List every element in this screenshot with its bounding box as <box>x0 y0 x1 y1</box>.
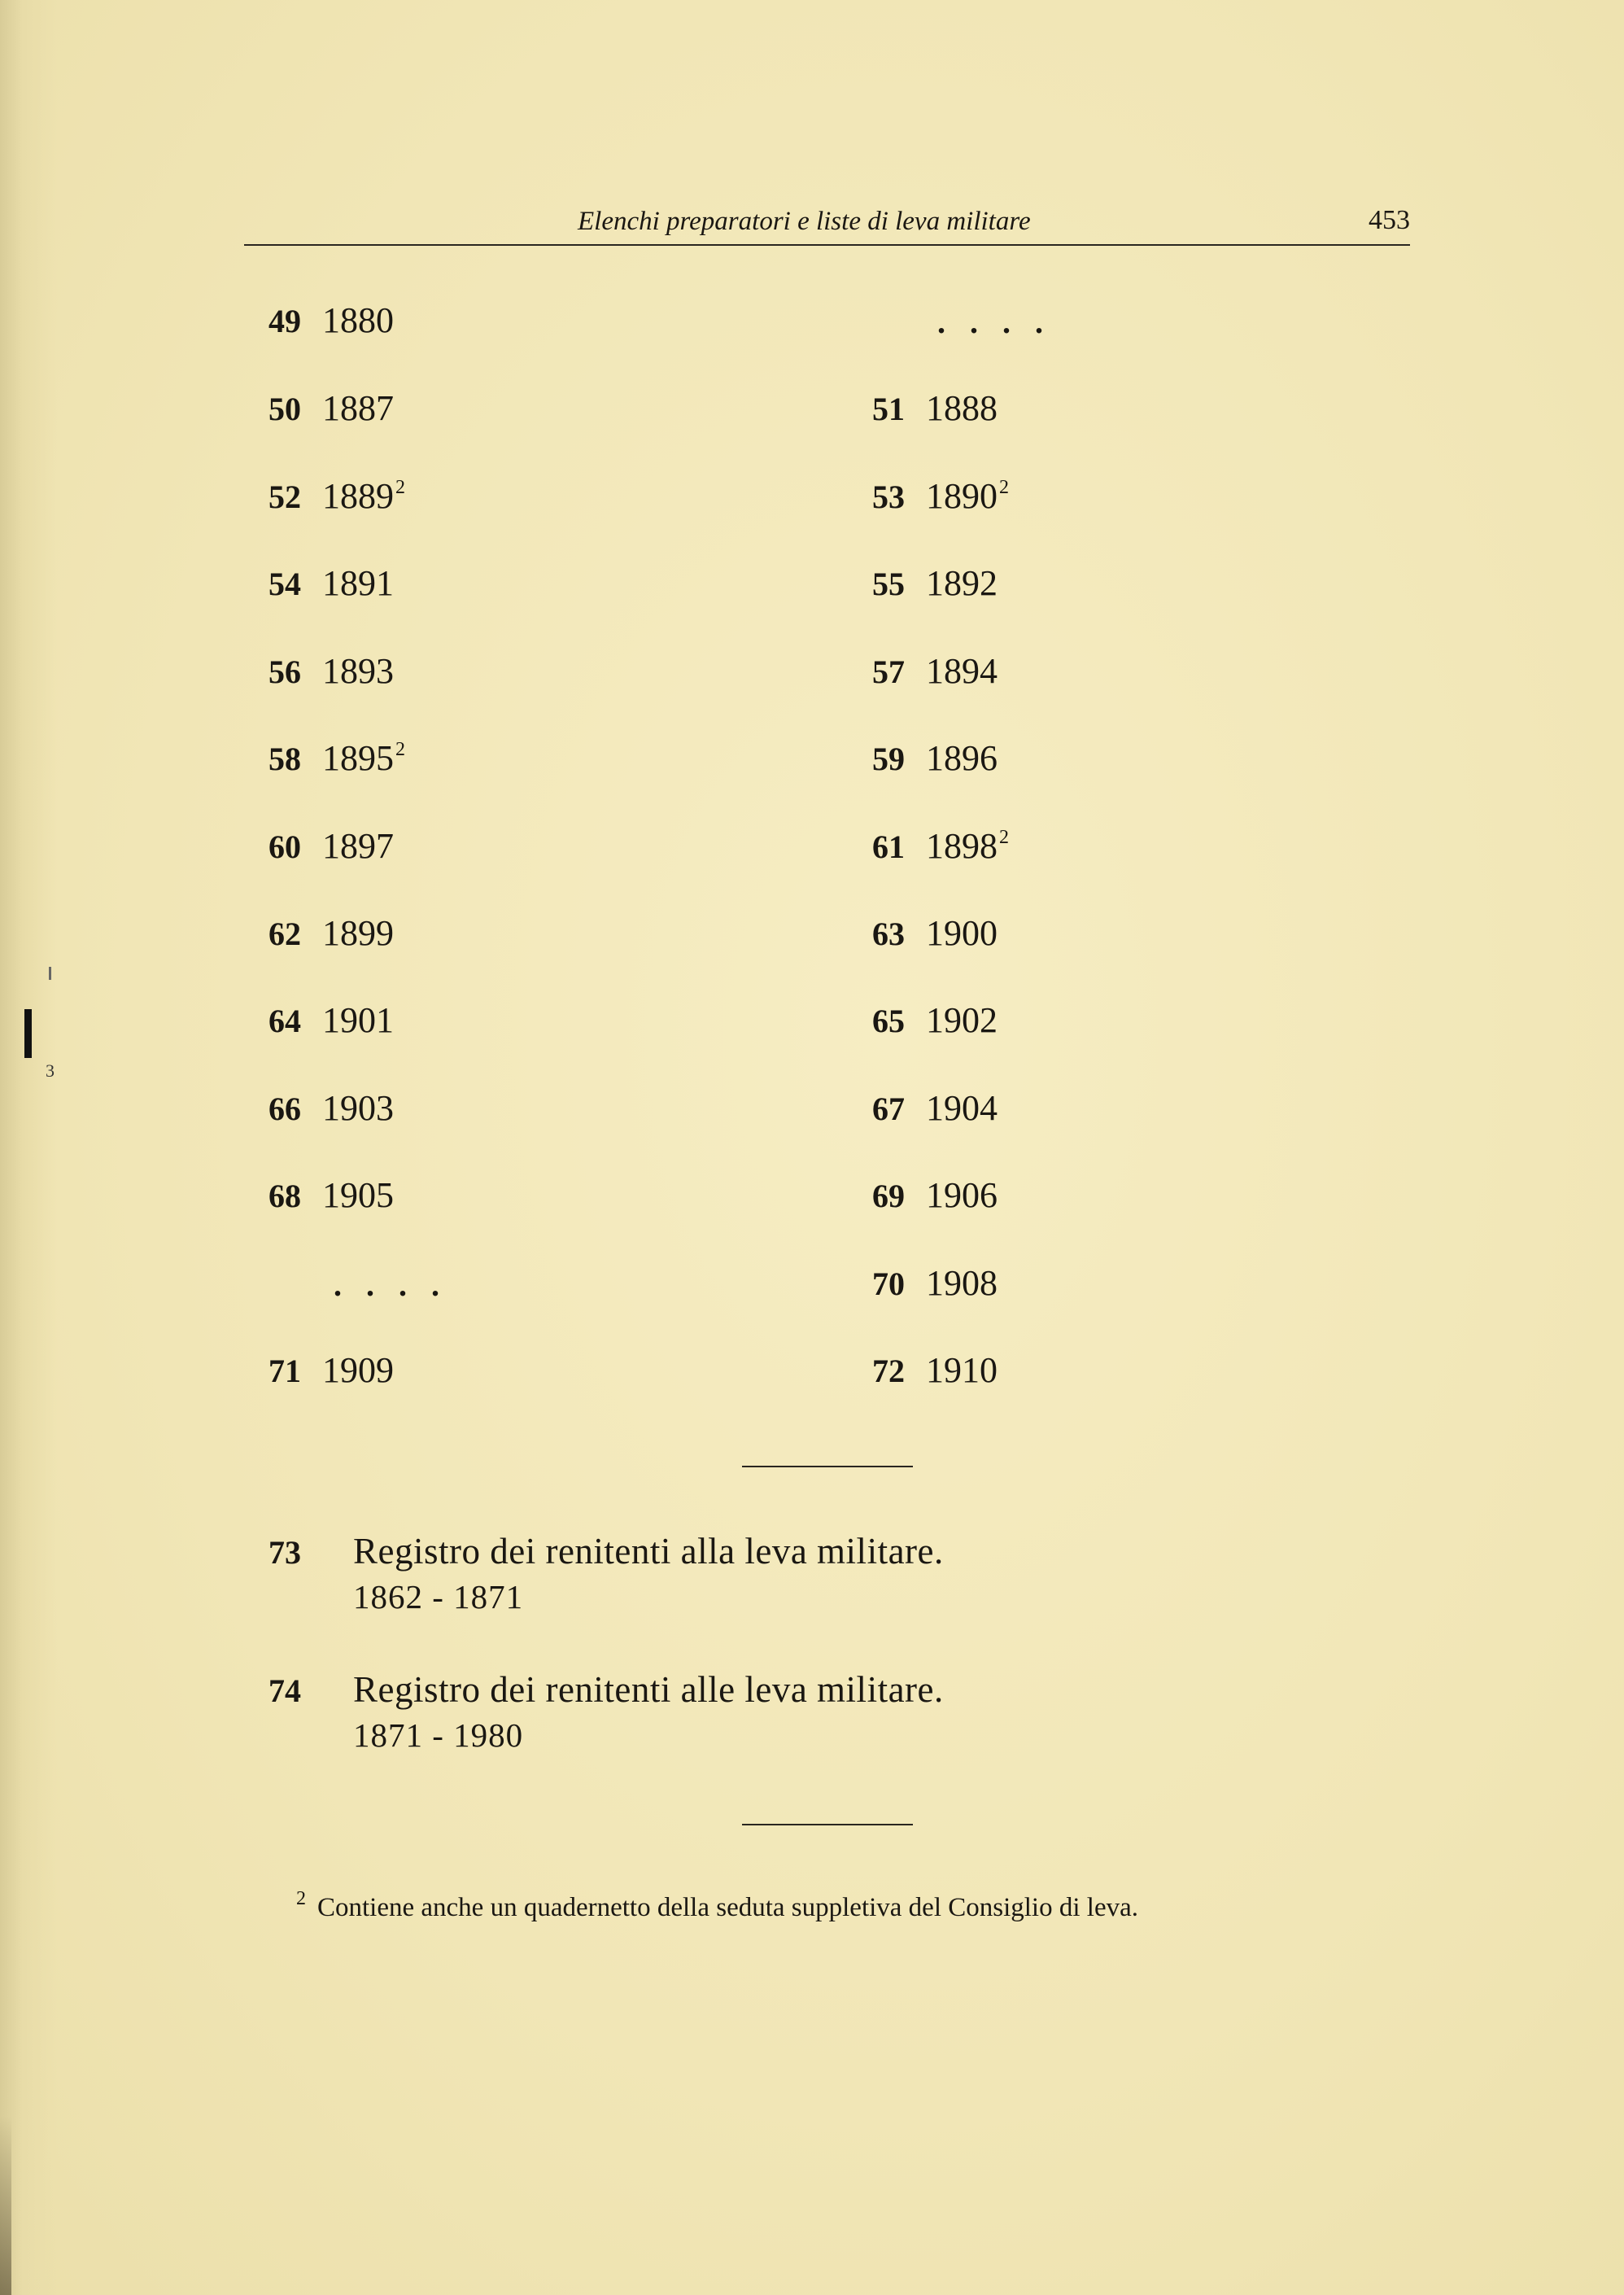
binding-edge-number: 3 <box>46 1060 55 1081</box>
binding-gutter <box>0 0 57 2295</box>
register-number: 73 <box>268 1534 301 1571</box>
item-year: 1902 <box>926 1000 998 1040</box>
list-item <box>836 1174 998 1223</box>
list-item <box>233 650 394 699</box>
footnote-ref: 2 <box>395 477 405 498</box>
list-item <box>233 825 394 874</box>
item-year: 1887 <box>322 388 394 428</box>
item-year: 1895 <box>322 738 394 778</box>
header-rule <box>244 244 1410 246</box>
gap-marker: . . . . <box>937 304 1051 340</box>
list-item <box>836 1262 998 1311</box>
list-item <box>233 1349 394 1398</box>
list-item <box>233 1174 394 1223</box>
item-number: 72 <box>872 1353 905 1389</box>
binding-bar-mark <box>24 1009 32 1058</box>
item-number: 54 <box>268 566 301 602</box>
item-number: 55 <box>872 566 905 602</box>
footnote <box>296 1888 1138 1923</box>
item-number: 65 <box>872 1003 905 1039</box>
item-year: 1893 <box>322 651 394 691</box>
list-item <box>836 825 1009 874</box>
footnote-divider <box>742 1824 913 1825</box>
footnote-ref: 2 <box>999 827 1009 848</box>
item-year: 1906 <box>926 1175 998 1215</box>
item-year: 1890 <box>926 476 998 516</box>
item-number: 68 <box>268 1178 301 1214</box>
list-item <box>836 999 998 1048</box>
item-number: 67 <box>872 1091 905 1127</box>
item-year: 1900 <box>926 913 998 953</box>
register-number: 74 <box>268 1672 301 1709</box>
item-year: 1905 <box>322 1175 394 1215</box>
item-number: 62 <box>268 916 301 952</box>
register-title: Registro dei renitenti alla leva militare. <box>353 1531 944 1572</box>
register-text <box>353 1528 944 1620</box>
list-item <box>836 475 1009 524</box>
list-item <box>836 737 998 786</box>
register-text <box>353 1667 944 1758</box>
list-item <box>233 737 405 786</box>
item-year: 1901 <box>322 1000 394 1040</box>
list-item <box>233 299 394 348</box>
list-item <box>233 912 394 961</box>
register-entry <box>233 1667 944 1754</box>
gap-marker: . . . . <box>334 1266 447 1303</box>
item-year: 1898 <box>926 826 998 866</box>
item-year: 1894 <box>926 651 998 691</box>
item-number: 66 <box>268 1091 301 1127</box>
item-year: 1897 <box>322 826 394 866</box>
item-number: 64 <box>268 1003 301 1039</box>
page-number: 453 <box>1369 205 1410 235</box>
binding-shadow <box>0 2116 11 2295</box>
running-title: Elenchi preparatori e liste di leva militare <box>578 207 1031 236</box>
list-item <box>836 1087 998 1136</box>
footnote-mark: 2 <box>296 1888 306 1909</box>
item-number: 49 <box>268 303 301 339</box>
item-year: 1908 <box>926 1263 998 1303</box>
register-date-range: 1871 - 1980 <box>353 1716 524 1754</box>
section-divider <box>742 1466 913 1467</box>
item-year: 1909 <box>322 1350 394 1390</box>
item-number: 58 <box>268 741 301 777</box>
item-year: 1899 <box>322 913 394 953</box>
item-year: 1889 <box>322 476 394 516</box>
item-number: 56 <box>268 654 301 690</box>
list-item <box>836 912 998 961</box>
item-number: 61 <box>872 828 905 865</box>
item-year: 1904 <box>926 1088 998 1128</box>
item-year: 1880 <box>322 300 394 340</box>
list-item <box>233 999 394 1048</box>
item-number: 63 <box>872 916 905 952</box>
register-entry <box>233 1528 944 1615</box>
list-item <box>836 650 998 699</box>
item-year: 1892 <box>926 563 998 603</box>
register-date-range: 1862 - 1871 <box>353 1578 524 1615</box>
item-number: 51 <box>872 391 905 427</box>
list-item <box>836 387 998 436</box>
item-number: 52 <box>268 479 301 515</box>
list-item <box>233 475 405 524</box>
item-number: 60 <box>268 828 301 865</box>
item-year: 1891 <box>322 563 394 603</box>
footnote-text: Contiene anche un quadernetto della seduta suppletiva del Consiglio di leva. <box>317 1893 1138 1922</box>
register-title: Registro dei renitenti alle leva militare. <box>353 1669 944 1710</box>
item-number: 59 <box>872 741 905 777</box>
list-item <box>233 562 394 611</box>
item-number: 71 <box>268 1353 301 1389</box>
list-item <box>233 387 394 436</box>
item-year: 1903 <box>322 1088 394 1128</box>
item-number: 50 <box>268 391 301 427</box>
footnote-ref: 2 <box>395 739 405 760</box>
item-year: 1910 <box>926 1350 998 1390</box>
item-number: 57 <box>872 654 905 690</box>
binding-tick-mark <box>49 967 51 980</box>
running-header <box>244 203 1410 246</box>
item-year: 1896 <box>926 738 998 778</box>
footnote-ref: 2 <box>999 477 1009 498</box>
item-year: 1888 <box>926 388 998 428</box>
list-item <box>836 1349 998 1398</box>
item-number: 69 <box>872 1178 905 1214</box>
list-item <box>836 562 998 611</box>
list-item <box>233 1087 394 1136</box>
item-number: 70 <box>872 1266 905 1302</box>
item-number: 53 <box>872 479 905 515</box>
